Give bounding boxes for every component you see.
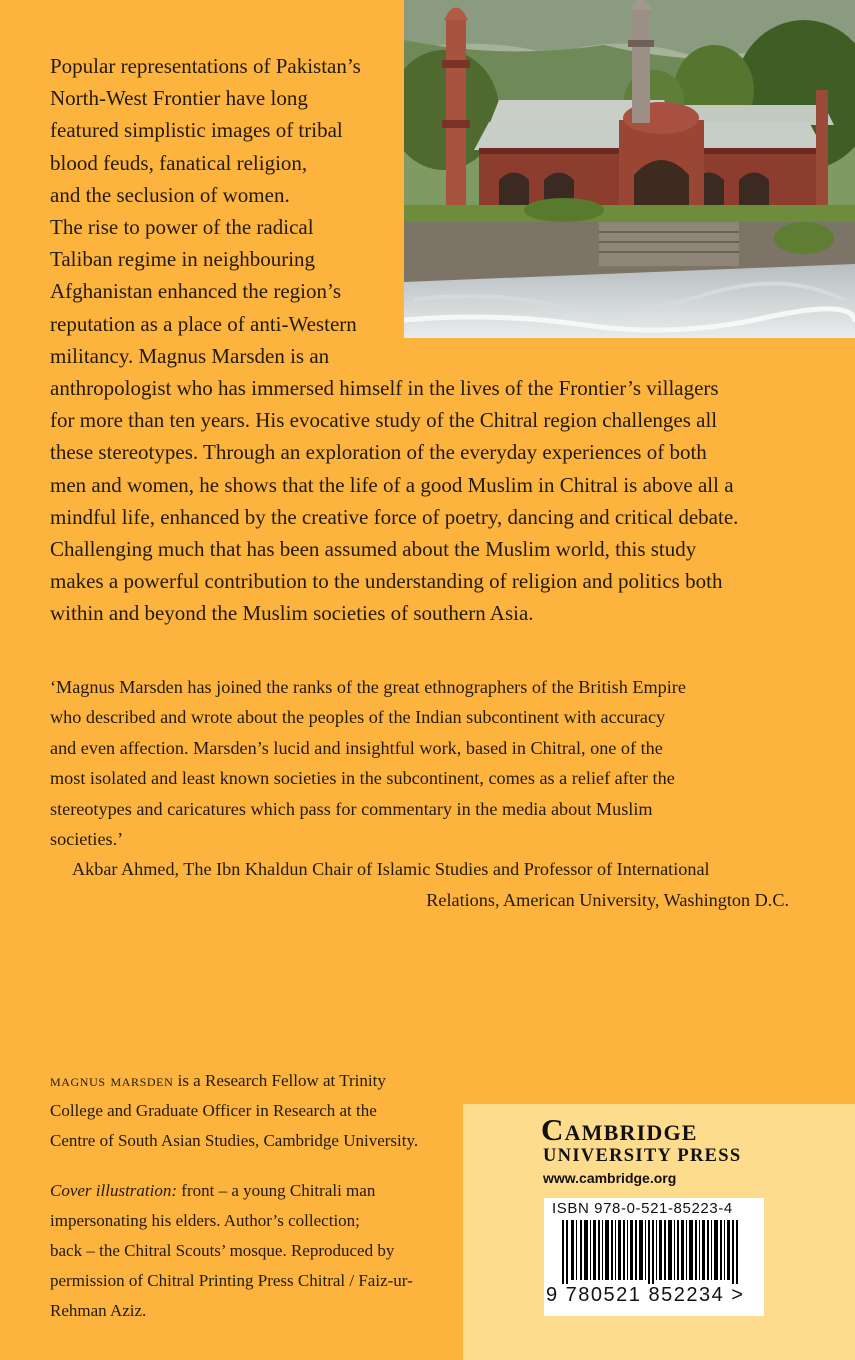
author-bio — [50, 1066, 470, 1156]
blurb-line: reputation as a place of anti-Western — [50, 311, 357, 336]
blurb-line: militancy. Magnus Marsden is an — [50, 343, 330, 368]
blurb-line: Taliban regime in neighbouring — [50, 247, 316, 272]
publisher-url: www.cambridge.org — [543, 1170, 677, 1186]
blurb-line: blood feuds, fanatical religion, — [50, 150, 308, 175]
blurb-line: and the seclusion of women. — [50, 182, 290, 207]
review-quote — [50, 672, 810, 915]
quote-attribution-continued: Relations, American University, Washington D.C. — [426, 889, 789, 910]
blurb-line: The rise to power of the radical — [50, 215, 314, 240]
bio-line: Centre of South Asian Studies, Cambridge University. — [50, 1131, 419, 1150]
blurb-line: for more than ten years. His evocative study of the Chitral region challenges all — [50, 408, 718, 433]
blurb-line: Afghanistan enhanced the region’s — [50, 279, 341, 304]
blurb-line: within and beyond the Muslim societies of southern Asia. — [50, 601, 534, 626]
credits-line: back – the Chitral Scouts’ mosque. Reproduced by — [50, 1241, 395, 1260]
credits-line: impersonating his elders. Author’s collection; — [50, 1211, 360, 1230]
barcode-label — [544, 1198, 764, 1316]
isbn-text: ISBN 978-0-521-85223-4 — [552, 1200, 733, 1217]
credits-label: Cover illustration: — [50, 1181, 178, 1200]
blurb-line: featured simplistic images of tribal — [50, 118, 343, 143]
blurb-line: makes a powerful contribution to the understanding of religion and politics both — [50, 569, 723, 594]
cover-credits — [50, 1176, 470, 1326]
barcode-icon — [548, 1220, 760, 1284]
blurb-line: anthropologist who has immersed himself in the lives of the Frontier’s villagers — [50, 376, 719, 401]
credits-line: permission of Chitral Printing Press Chitral / Faiz-ur- — [50, 1271, 413, 1290]
barcode-digits: 9 780521 852234 > — [546, 1284, 745, 1306]
bio-line — [50, 1066, 470, 1096]
blurb-line: Challenging much that has been assumed about the Muslim world, this study — [50, 537, 697, 562]
quote-line: who described and wrote about the peoples of the Indian subcontinent with accuracy — [50, 707, 666, 728]
credits-line: Rehman Aziz. — [50, 1301, 147, 1320]
blurb-line: Popular representations of Pakistan’s — [50, 54, 361, 78]
credits-line — [50, 1176, 470, 1206]
blurb-line: mindful life, enhanced by the creative force of poetry, dancing and critical debate. — [50, 504, 739, 529]
quote-line: societies.’ — [50, 829, 124, 850]
blurb-line: North-West Frontier have long — [50, 86, 308, 111]
quote-line: ‘Magnus Marsden has joined the ranks of the great ethnographers of the British Empire — [50, 677, 686, 697]
quote-line: most isolated and least known societies in the subcontinent, comes as a relief after the — [50, 768, 675, 789]
description-blurb — [50, 50, 790, 630]
bio-line-rest: is a Research Fellow at Trinity — [173, 1071, 386, 1090]
blurb-line: these stereotypes. Through an exploration of the everyday experiences of both — [50, 440, 707, 465]
author-name: magnus marsden — [50, 1071, 174, 1090]
quote-line: and even affection. Marsden’s lucid and insightful work, based in Chitral, one of the — [50, 737, 663, 758]
credits-line-rest: front – a young Chitrali man — [177, 1181, 376, 1200]
publisher-name: Cambridge — [541, 1112, 698, 1147]
blurb-line: men and women, he shows that the life of a good Muslim in Chitral is above all a — [50, 472, 734, 497]
publisher-subtitle: UNIVERSITY PRESS — [543, 1146, 742, 1166]
publisher-panel — [463, 1104, 855, 1360]
bio-line: College and Graduate Officer in Research at the — [50, 1101, 377, 1120]
quote-line: stereotypes and caricatures which pass for commentary in the media about Muslim — [50, 798, 653, 819]
quote-attribution: Akbar Ahmed, The Ibn Khaldun Chair of Islamic Studies and Professor of International — [72, 859, 710, 880]
